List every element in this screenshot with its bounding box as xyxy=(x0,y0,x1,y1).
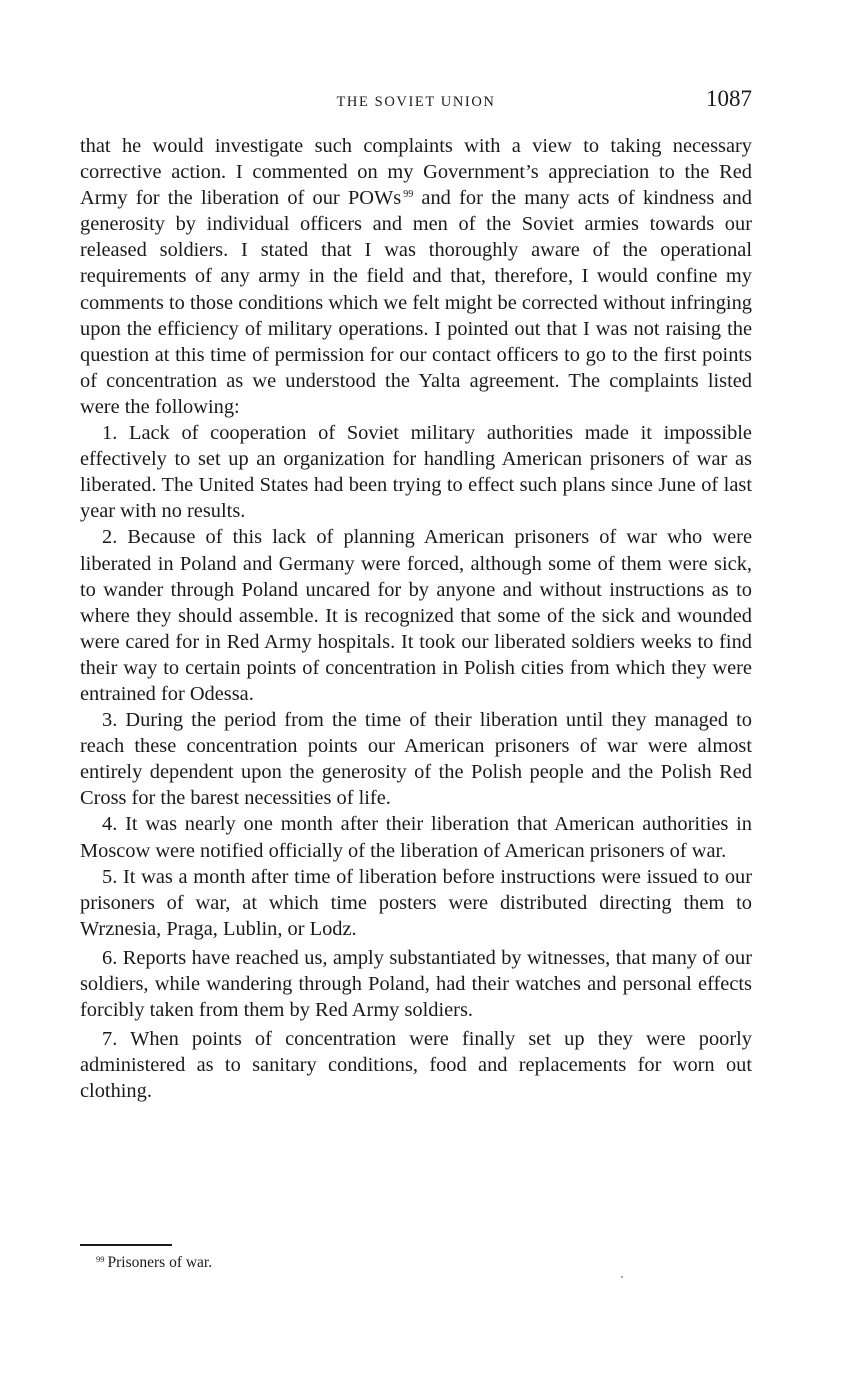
footnote-text: Prisoners of war. xyxy=(107,1254,213,1271)
complaint-item-4: 4. It was nearly one month after their liberation that American authorities in Moscow were notified officially of the liberation of American prisoners of war. xyxy=(80,813,752,862)
scan-speck xyxy=(621,1276,623,1278)
footnote-reference: 99 xyxy=(403,189,414,201)
complaint-item-1: 1. Lack of cooperation of Soviet military authorities made it impossible effectively to set up an organization for handling American prisoners of war as liberated. The United States had been trying to effect such plans since June of last year with no results. xyxy=(80,422,752,523)
footnote-marker: 99 xyxy=(96,1254,105,1264)
complaint-item-6: 6. Reports have reached us, amply substantiated by witnesses, that many of our soldiers, while wandering through Poland, had their watches and personal effects forcibly taken from them by Red Army soldiers. xyxy=(80,946,752,1022)
body-text xyxy=(80,133,752,1104)
intro-text-after-ref: and for the many acts of kindness and generosity by individual officers and men of the Soviet armies towards our released soldiers. I stated that I was thoroughly aware of the operational requirements of any army in the field and that, therefore, I would confine my comments to those conditions which we felt might be corrected without infringing upon the efficiency of military operations. I pointed out that I was not raising the question at this time of permission for our contact officers to go to the first points of concentration as we understood the Yalta agreement. The complaints listed were the following: xyxy=(80,187,752,418)
running-title: THE SOVIET UNION xyxy=(336,94,496,110)
complaint-item-3: 3. During the period from the time of their liberation until they managed to reach these concentration points our American prisoners of war were almost entirely dependent upon the generosity of the Polish people and the Polish Red Cross for the barest necessities of life. xyxy=(80,709,752,810)
footnote xyxy=(96,1253,212,1273)
complaint-item-2: 2. Because of this lack of planning American prisoners of war who were liberated in Poland and Germany were forced, although some of them were sick, to wander through Poland uncared for by anyone and without instructions as to where they should assemble. It is recognized that some of the sick and wounded were cared for in Red Army hospitals. It took our liberated soldiers weeks to find their way to certain points of concentration in Polish cities from which they were entrained for Odessa. xyxy=(80,526,752,705)
complaint-item-5: 5. It was a month after time of liberation before instructions were issued to our prisoners of war, at which time posters were distributed directing them to Wrznesia, Praga, Lublin, or Lodz. xyxy=(80,865,752,940)
intro-paragraph xyxy=(80,133,752,420)
page-number: 1087 xyxy=(706,86,752,111)
intro-text-before-ref: that he would investigate such complaints with a view to taking necessary corrective action. I commented on my Government’s appreciation to the Red Army for the liberation of our POWs xyxy=(80,135,752,210)
complaint-item-7: 7. When points of concentration were finally set up they were poorly administered as to sanitary conditions, food and replacements for worn out clothing. xyxy=(80,1028,752,1103)
footnote-divider xyxy=(80,1244,172,1246)
running-head xyxy=(80,86,752,118)
